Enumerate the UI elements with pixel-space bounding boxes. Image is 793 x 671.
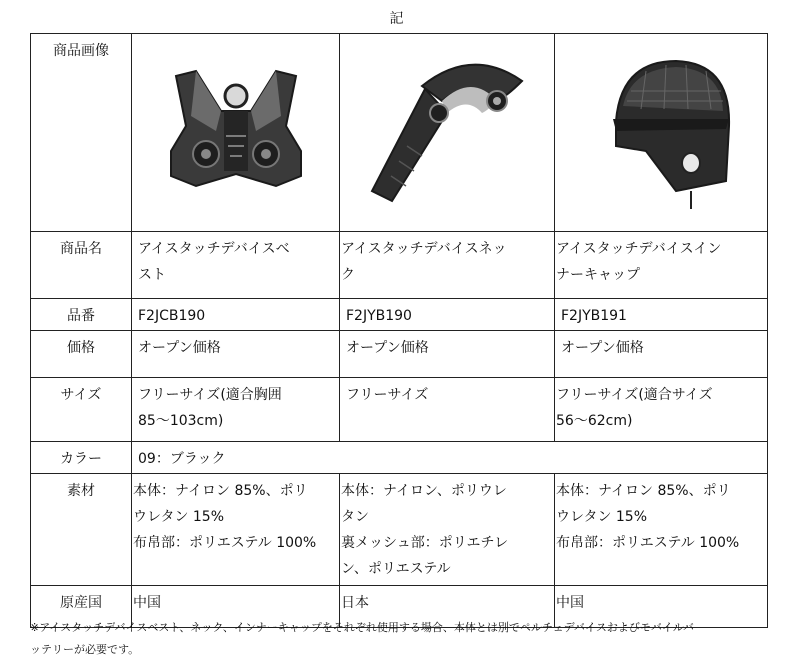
cap-size-line-2: 56～62cm) [556, 413, 633, 429]
cap-name-line-1: アイスタッチデバイスイン [556, 241, 722, 257]
vest-image-cell [132, 34, 340, 232]
table-row-color [31, 442, 768, 474]
label-name: 商品名 [31, 232, 132, 299]
table-row-size [31, 378, 768, 442]
vest-name-line-1: アイスタッチデバイスベ [138, 241, 290, 257]
vest-size [132, 378, 340, 442]
vest-price: オープン価格 [132, 331, 340, 378]
vest-material-line-2: ウレタン 15% [133, 509, 225, 525]
neck-material [340, 474, 555, 586]
label-price: 価格 [31, 331, 132, 378]
table-row-material [31, 474, 768, 586]
neck-material-line-3: 裏メッシュ部：ポリエチレ [341, 535, 509, 551]
vest-name [132, 232, 340, 299]
footnote-line-1: ※アイスタッチデバイスベスト、ネック、インナーキャップをそれぞれ使用する場合、本体とは別でペルチェデバイスおよびモバイルバ [30, 621, 695, 634]
table-row-name [31, 232, 768, 299]
cooling-vest-photo [136, 56, 336, 206]
document-heading: 記 [389, 11, 404, 27]
cap-material [555, 474, 768, 586]
vest-code: F2JCB190 [132, 299, 340, 331]
vest-size-line-2: 85～103cm) [138, 413, 224, 429]
cap-size-line-1: フリーサイズ(適合サイズ [556, 387, 713, 403]
neck-origin: 日本 [340, 586, 555, 628]
neck-size [340, 378, 555, 442]
vest-material-line-3: 布帛部：ポリエステル 100% [133, 535, 317, 551]
product-spec-table [30, 33, 768, 628]
label-image: 商品画像 [31, 34, 132, 232]
neck-name [340, 232, 555, 299]
footnote-line-2: ッテリーが必要です。 [30, 643, 140, 656]
cap-name-line-2: ナーキャップ [556, 267, 640, 283]
color-value: 09：ブラック [132, 442, 768, 474]
cap-material-line-1: 本体：ナイロン 85%、ポリ [556, 483, 731, 499]
label-origin: 原産国 [31, 586, 132, 628]
vest-material [132, 474, 340, 586]
table-row-price [31, 331, 768, 378]
neck-material-line-2: タン [341, 509, 369, 525]
vest-material-line-1: 本体：ナイロン 85%、ポリ [133, 483, 308, 499]
cap-price: オープン価格 [555, 331, 768, 378]
neck-size-line-1: フリーサイズ [346, 387, 429, 403]
neck-material-line-4: ン、ポリエステル [341, 561, 451, 577]
cap-image-cell [555, 34, 768, 232]
neck-name-line-2: ク [341, 267, 355, 283]
cap-code: F2JYB191 [555, 299, 768, 331]
cooling-neck-photo [347, 51, 547, 211]
vest-size-line-1: フリーサイズ(適合胸囲 [138, 387, 282, 403]
vest-name-line-2: スト [138, 267, 166, 283]
vest-origin: 中国 [132, 586, 340, 628]
neck-material-line-1: 本体：ナイロン、ポリウレ [341, 483, 507, 499]
neck-code: F2JYB190 [340, 299, 555, 331]
table-row-code [31, 299, 768, 331]
label-material: 素材 [31, 474, 132, 586]
cap-material-line-2: ウレタン 15% [556, 509, 648, 525]
cooling-cap-photo [561, 51, 761, 211]
label-size: サイズ [31, 378, 132, 442]
cap-name [555, 232, 768, 299]
neck-price: オープン価格 [340, 331, 555, 378]
label-code: 品番 [31, 299, 132, 331]
cap-material-line-3: 布帛部：ポリエステル 100% [556, 535, 740, 551]
neck-name-line-1: アイスタッチデバイスネッ [341, 241, 507, 257]
cap-size [555, 378, 768, 442]
neck-image-cell [340, 34, 555, 232]
table-row-image [31, 34, 768, 232]
label-color: カラー [31, 442, 132, 474]
cap-origin: 中国 [555, 586, 768, 628]
footnote [30, 617, 770, 661]
